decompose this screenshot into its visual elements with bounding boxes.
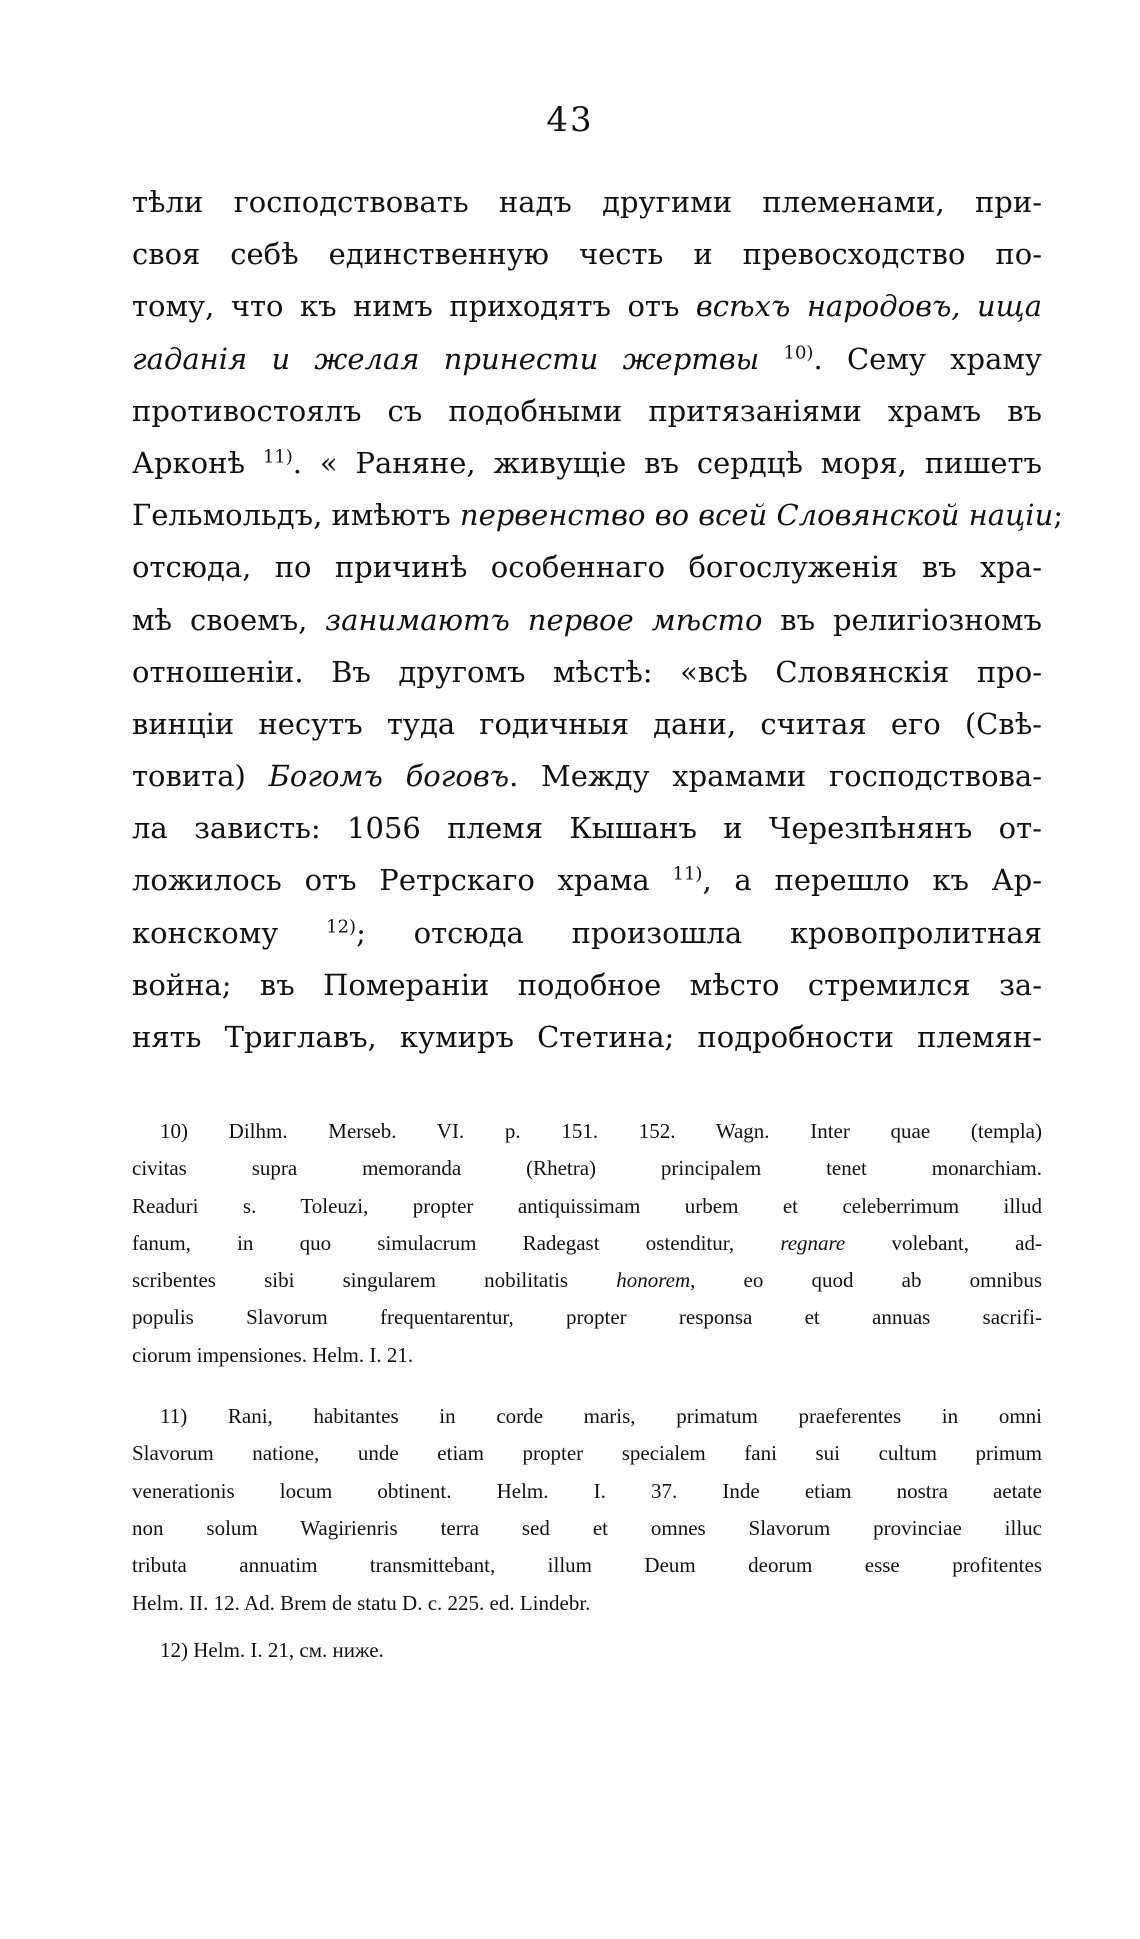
text-line xyxy=(132,907,1042,959)
footnotes xyxy=(132,1113,1042,1669)
text-run: ; xyxy=(1053,498,1064,533)
text-run: non solum Wagirienris terra sed et omnes Slavorum provinciae illuc xyxy=(132,1515,1042,1540)
text-line xyxy=(132,698,1042,750)
text-run: въ религіозномъ xyxy=(762,602,1043,637)
text-run: . « Раняне, живущіе въ сердцѣ моря, пишетъ xyxy=(292,445,1042,480)
text-line xyxy=(132,959,1042,1011)
footnote-reference: 10) xyxy=(783,341,814,363)
text-line xyxy=(132,280,1042,332)
text-run: тѣли господствовать надъ другими племенами, при- xyxy=(132,185,1042,219)
footnote-reference: 11) xyxy=(262,446,293,468)
footnote-line xyxy=(132,1547,1042,1584)
text-run: tributa annuatim transmittebant, illum Deum deorum esse profitentes xyxy=(132,1553,1042,1578)
text-run: винціи несутъ туда годичныя дани, считая его (Свѣ- xyxy=(132,706,1042,741)
text-run: scribentes sibi singularem nobilitatis xyxy=(132,1268,617,1293)
text-run: fanum, in quo simulacrum Radegast ostenditur, xyxy=(132,1230,781,1255)
footnote-line xyxy=(132,1299,1042,1336)
text-run: тому, что къ нимъ приходятъ отъ xyxy=(132,289,696,324)
footnote-line xyxy=(132,1510,1042,1547)
text-run: ла зависть: 1056 племя Кышанъ и Черезпѣнянъ от- xyxy=(132,811,1042,846)
text-run: venerationis locum obtinent. Helm. I. 37. Inde etiam nostra aetate xyxy=(132,1478,1042,1503)
footnote-line xyxy=(132,1398,1042,1435)
text-run: Slavorum natione, unde etiam propter specialem fani sui cultum primum xyxy=(132,1441,1042,1466)
italic-text: гаданія и желая принести жертвы xyxy=(132,341,760,376)
text-run: Helm. II. 12. Ad. Brem de statu D. c. 225. ed. Lindebr. xyxy=(132,1590,591,1615)
footnote-line xyxy=(132,1113,1042,1150)
footnote-line xyxy=(132,1225,1042,1262)
text-run: Readuri s. Toleuzi, propter antiquissimam urbem et celeberrimum illud xyxy=(132,1193,1042,1218)
text-run: . Сему храму xyxy=(813,341,1042,376)
text-line xyxy=(132,489,1064,541)
text-run: , а перешло къ Ар- xyxy=(702,863,1042,898)
italic-text: honorem xyxy=(616,1268,691,1293)
text-run: 11) Rani, habitantes in corde maris, primatum praeferentes in omni xyxy=(160,1404,1042,1429)
footnote-reference: 11) xyxy=(672,863,703,885)
text-run: нять Триглавъ, кумиръ Стетина; подробности племян- xyxy=(132,1020,1042,1054)
text-run: 12) Helm. I. 21, см. ниже. xyxy=(160,1637,384,1662)
footnote-line xyxy=(132,1585,1042,1622)
text-run: война; въ Помераніи подобное мѣсто стремился за- xyxy=(132,967,1042,1002)
text-line xyxy=(132,385,1042,437)
footnote-line xyxy=(132,1632,1042,1669)
footnote-gap xyxy=(132,1622,1042,1632)
text-run: ложилось отъ Ретрскаго храма xyxy=(132,863,673,898)
text-line xyxy=(132,802,1042,854)
footnote-line xyxy=(132,1473,1042,1510)
footnote-gap xyxy=(132,1374,1042,1398)
italic-text: первенство во всей Словянской націи xyxy=(459,498,1054,533)
text-run: своя себѣ единственную честь и превосходство по- xyxy=(132,237,1042,272)
text-run: мѣ своемъ, xyxy=(132,602,326,637)
text-run: Арконѣ xyxy=(132,445,263,480)
footnote-line xyxy=(132,1435,1042,1472)
text-line xyxy=(132,541,1042,593)
page-number: 43 xyxy=(546,100,594,140)
text-line xyxy=(132,646,1042,698)
text-run: товита) xyxy=(132,759,269,794)
footnote-line xyxy=(132,1337,1042,1374)
italic-text: Богомъ боговъ xyxy=(268,759,510,794)
text-line xyxy=(132,333,1042,385)
text-line xyxy=(132,1011,1042,1063)
text-run: 10) Dilhm. Merseb. VI. p. 151. 152. Wagn. Inter quae (templa) xyxy=(160,1119,1042,1143)
text-run: volebant, ad- xyxy=(845,1230,1042,1255)
text-run: противостоялъ съ подобными притязаніями храмъ въ xyxy=(132,393,1042,428)
text-run: , eo quod ab omnibus xyxy=(690,1268,1042,1293)
text-line xyxy=(132,176,1042,228)
footnote-line xyxy=(132,1262,1042,1299)
italic-text: regnare xyxy=(780,1230,846,1255)
footnote-line xyxy=(132,1188,1042,1225)
text-run: отсюда, по причинѣ особеннаго богослуженія въ хра- xyxy=(132,550,1042,585)
text-run: ; отсюда произошла кровопролитная xyxy=(356,915,1043,950)
text-line xyxy=(132,594,1042,646)
text-line xyxy=(132,437,1042,489)
text-run: отношеніи. Въ другомъ мѣстѣ: «всѣ Словянскія про- xyxy=(132,654,1042,689)
footnote-line xyxy=(132,1150,1042,1187)
main-text xyxy=(132,176,1064,1063)
text-run: ciorum impensiones. Helm. I. 21. xyxy=(132,1342,414,1367)
italic-text: всѣхъ народовъ, ища xyxy=(695,289,1042,324)
text-line xyxy=(132,228,1042,280)
footnote-reference: 12) xyxy=(326,915,357,937)
italic-text: занимаютъ первое мѣсто xyxy=(325,602,763,637)
text-line xyxy=(132,750,1042,802)
text-run: конскому xyxy=(132,915,327,950)
text-line xyxy=(132,854,1042,906)
text-run: populis Slavorum frequentarentur, propter responsa et annuas sacrifi- xyxy=(132,1305,1042,1330)
text-run: Гельмольдъ, имѣютъ xyxy=(132,498,460,533)
text-run: . Между храмами господствова- xyxy=(509,759,1042,794)
text-run: civitas supra memoranda (Rhetra) principalem tenet monarchiam. xyxy=(132,1156,1042,1181)
text-run xyxy=(759,342,783,376)
